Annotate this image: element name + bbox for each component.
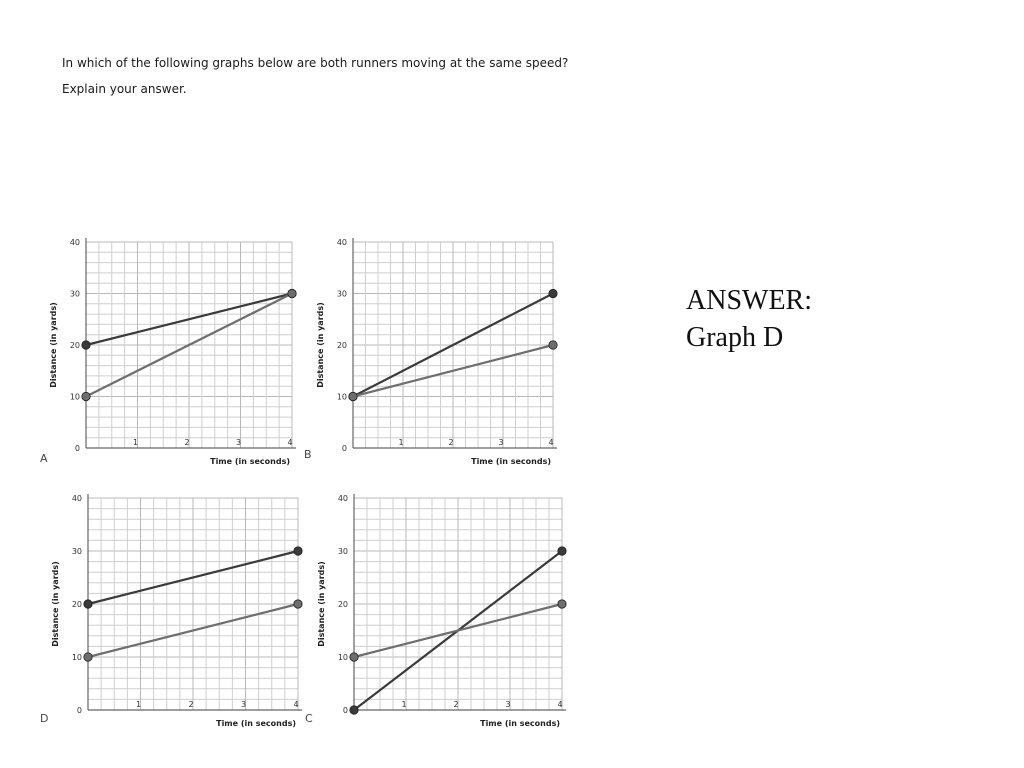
x-tick-label: 4 (548, 438, 554, 447)
grid (88, 498, 298, 710)
x-tick-label: 2 (184, 438, 190, 447)
x-axis-title: Time (in seconds) (216, 719, 296, 728)
x-tick-label: 2 (448, 438, 454, 447)
answer-value: Graph D (686, 322, 784, 353)
x-tick-label: 4 (287, 438, 293, 447)
x-tick-label: 1 (398, 438, 404, 447)
data-point (558, 547, 566, 555)
data-point (82, 392, 90, 400)
x-tick-label: 2 (188, 700, 194, 709)
x-tick-label: 4 (293, 700, 299, 709)
y-tick-label: 10 (337, 653, 348, 662)
y-tick-label: 20 (336, 341, 347, 350)
x-tick-label: 1 (401, 700, 407, 709)
x-axis-title: Time (in seconds) (471, 457, 551, 466)
x-tick-label: 4 (557, 700, 563, 709)
y-tick-label: 40 (69, 238, 80, 247)
data-point (549, 341, 557, 349)
y-axis-title: Distance (in yards) (317, 561, 326, 647)
y-tick-label: 30 (71, 547, 82, 556)
y-tick-label: 20 (69, 341, 80, 350)
data-point (84, 600, 92, 608)
x-tick-label: 3 (498, 438, 504, 447)
y-tick-label: 0 (342, 706, 348, 715)
x-tick-label: 1 (135, 700, 142, 709)
panel-letter-b: B (304, 448, 312, 461)
answer-label: ANSWER: (686, 285, 812, 316)
x-tick-label: 3 (505, 700, 511, 709)
data-point (558, 600, 566, 608)
y-tick-label: 10 (71, 653, 82, 662)
data-point (84, 653, 92, 661)
data-point (82, 341, 90, 349)
question-line-1: In which of the following graphs below are both runners moving at the same speed? (62, 56, 569, 70)
x-tick-label: 3 (235, 438, 242, 447)
panel-letter-d: D (40, 712, 49, 725)
data-point (549, 289, 557, 297)
x-axis-title: Time (in seconds) (480, 719, 560, 728)
y-tick-label: 20 (337, 600, 348, 609)
graph-panel-a (30, 236, 310, 472)
y-tick-label: 10 (69, 392, 80, 402)
graph-a-svg (30, 236, 310, 472)
y-tick-label: 0 (76, 706, 82, 715)
graph-b-svg (295, 236, 570, 472)
data-point (350, 706, 358, 714)
graph-panel-b (295, 236, 570, 472)
question-line-2: Explain your answer. (62, 82, 187, 96)
y-axis-title: Distance (in yards) (316, 302, 325, 388)
grid (354, 498, 562, 710)
graph-d-svg (30, 490, 315, 730)
y-tick-label: 40 (337, 494, 348, 503)
graph-c-svg (300, 490, 580, 730)
x-tick-label: 2 (453, 700, 459, 709)
question-text (62, 50, 568, 102)
answer-text (686, 282, 812, 356)
y-tick-label: 30 (69, 289, 80, 299)
y-tick-label: 20 (71, 600, 82, 609)
y-tick-label: 10 (336, 392, 347, 402)
y-tick-label: 0 (74, 444, 80, 453)
x-tick-label: 1 (132, 438, 139, 447)
panel-letter-c: C (305, 712, 313, 725)
x-tick-label: 3 (240, 700, 247, 709)
data-point (349, 392, 357, 400)
y-tick-label: 40 (71, 494, 82, 503)
y-tick-label: 0 (341, 444, 347, 453)
graph-panel-c (300, 490, 580, 730)
x-axis-title: Time (in seconds) (210, 457, 290, 466)
panel-letter-a: A (40, 452, 48, 465)
data-point (350, 653, 358, 661)
y-tick-label: 40 (336, 238, 347, 247)
y-axis-title: Distance (in yards) (51, 561, 60, 647)
y-tick-label: 30 (336, 289, 347, 299)
y-axis-title: Distance (in yards) (49, 302, 58, 388)
y-tick-label: 30 (337, 547, 348, 556)
graph-panel-d (30, 490, 315, 730)
